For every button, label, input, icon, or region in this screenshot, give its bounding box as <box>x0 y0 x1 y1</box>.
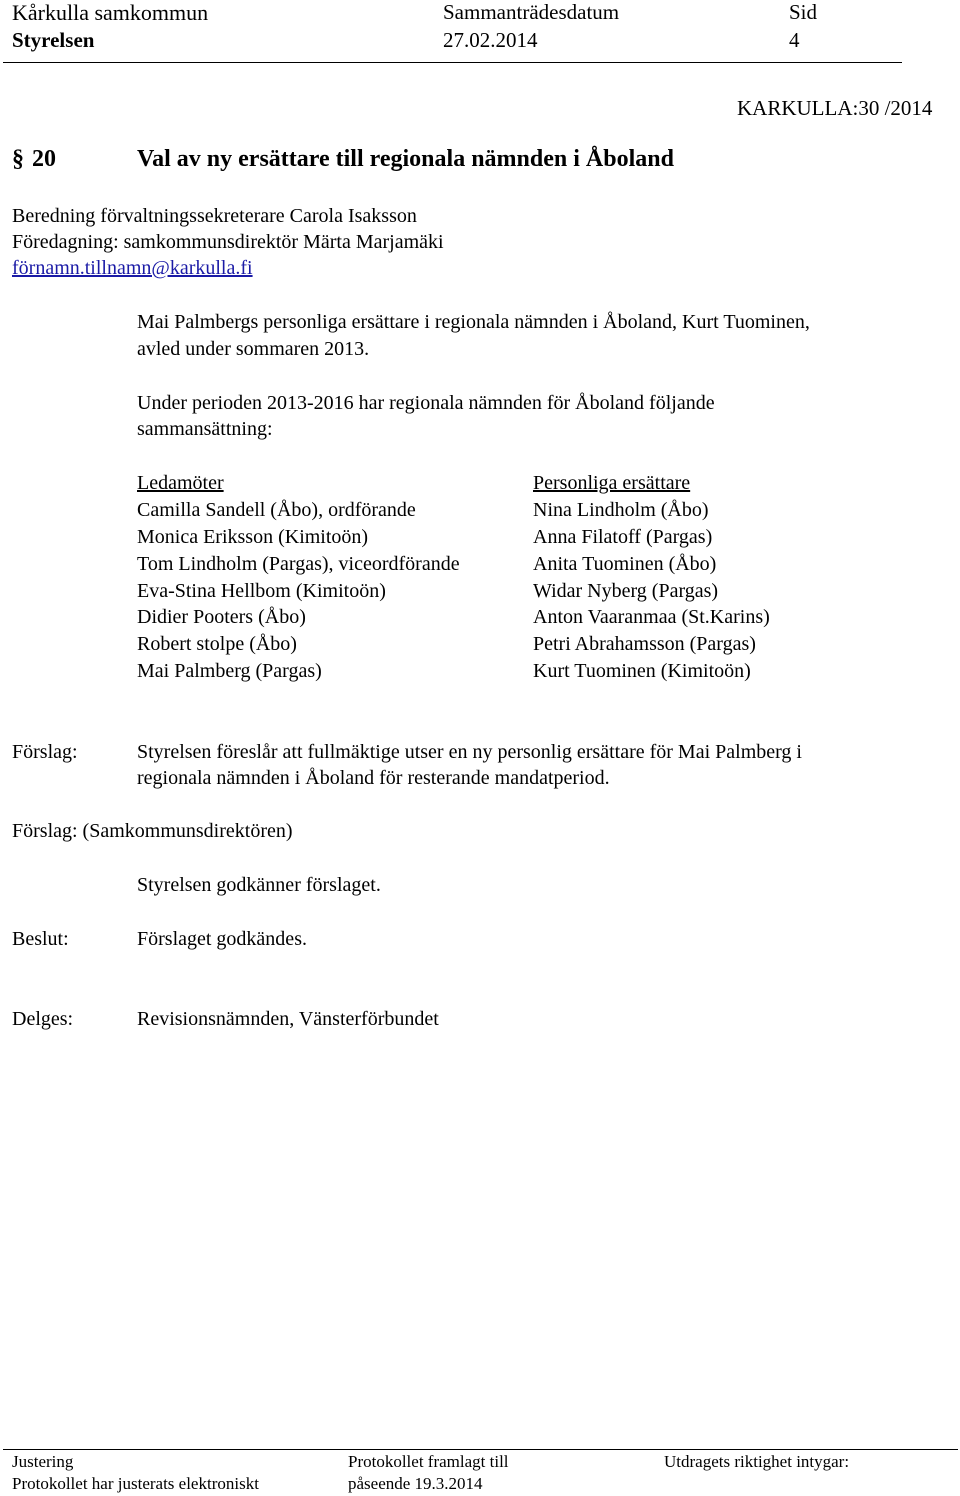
proposal-label: Förslag: <box>12 741 78 763</box>
section-symbol: § <box>12 146 24 172</box>
director-proposal-label: Förslag: (Samkommunsdirektören) <box>12 820 293 842</box>
paragraph-2-line-2: sammansättning: <box>137 418 273 440</box>
substitute-name: Anton Vaaranmaa (St.Karins) <box>533 606 770 628</box>
substitute-name: Widar Nyberg (Pargas) <box>533 580 719 602</box>
page-label: Sid <box>789 0 818 24</box>
meeting-date: 27.02.2014 <box>443 28 538 52</box>
beredning-line: Beredning förvaltningssekreterare Carola Isaksson <box>12 205 417 227</box>
director-proposal-text: Styrelsen godkänner förslaget. <box>137 874 381 896</box>
member-name: Camilla Sandell (Åbo), ordförande <box>137 499 416 521</box>
member-name: Eva-Stina Hellbom (Kimitoön) <box>137 580 386 602</box>
email-link[interactable]: förnamn.tillnamn@karkulla.fi <box>12 257 253 279</box>
member-name: Monica Eriksson (Kimitoön) <box>137 526 369 548</box>
decision-label: Beslut: <box>12 928 69 950</box>
substitute-name: Anita Tuominen (Åbo) <box>533 553 717 575</box>
header-divider <box>3 62 902 63</box>
case-reference: KARKULLA:30 /2014 <box>737 96 933 120</box>
paragraph-1-line-2: avled under sommaren 2013. <box>137 338 370 360</box>
footer-divider <box>3 1449 958 1450</box>
paragraph-1-line-1: Mai Palmbergs personliga ersättare i regionala nämnden i Åboland, Kurt Tuominen, <box>137 311 810 333</box>
distribution-label: Delges: <box>12 1008 74 1030</box>
substitute-name: Kurt Tuominen (Kimitoön) <box>533 660 751 682</box>
paragraph-2-line-1: Under perioden 2013-2016 har regionala nämnden för Åboland följande <box>137 392 715 414</box>
member-name: Robert stolpe (Åbo) <box>137 633 297 655</box>
meeting-date-label: Sammanträdesdatum <box>443 0 620 24</box>
members-column-header: Ledamöter <box>137 472 224 494</box>
footer-framlagt-text: påseende 19.3.2014 <box>348 1474 483 1493</box>
footer-intygar-label: Utdragets riktighet intygar: <box>664 1452 850 1471</box>
footer-framlagt-label: Protokollet framlagt till <box>348 1452 509 1471</box>
foredragning-line: Föredagning: samkommunsdirektör Märta Marjamäki <box>12 231 444 253</box>
distribution-text: Revisionsnämnden, Vänsterförbundet <box>137 1008 439 1030</box>
section-title: Val av ny ersättare till regionala nämnden i Åboland <box>137 146 674 172</box>
member-name: Didier Pooters (Åbo) <box>137 606 306 628</box>
member-name: Tom Lindholm (Pargas), viceordförande <box>137 553 460 575</box>
organization-name: Kårkulla samkommun <box>12 0 209 25</box>
footer-justering-text: Protokollet har justerats elektroniskt <box>12 1474 259 1493</box>
substitute-name: Petri Abrahamsson (Pargas) <box>533 633 756 655</box>
committee-name: Styrelsen <box>12 28 95 52</box>
proposal-line-1: Styrelsen föreslår att fullmäktige utser en ny personlig ersättare för Mai Palmberg i <box>137 741 802 763</box>
substitute-name: Anna Filatoff (Pargas) <box>533 526 713 548</box>
footer-justering-label: Justering <box>12 1452 74 1471</box>
page-number: 4 <box>789 28 800 52</box>
substitutes-column-header: Personliga ersättare <box>533 472 691 494</box>
proposal-line-2: regionala nämnden i Åboland för resterande mandatperiod. <box>137 767 610 789</box>
section-number: 20 <box>32 146 56 172</box>
substitute-name: Nina Lindholm (Åbo) <box>533 499 709 521</box>
decision-text: Förslaget godkändes. <box>137 928 307 950</box>
member-name: Mai Palmberg (Pargas) <box>137 660 322 682</box>
